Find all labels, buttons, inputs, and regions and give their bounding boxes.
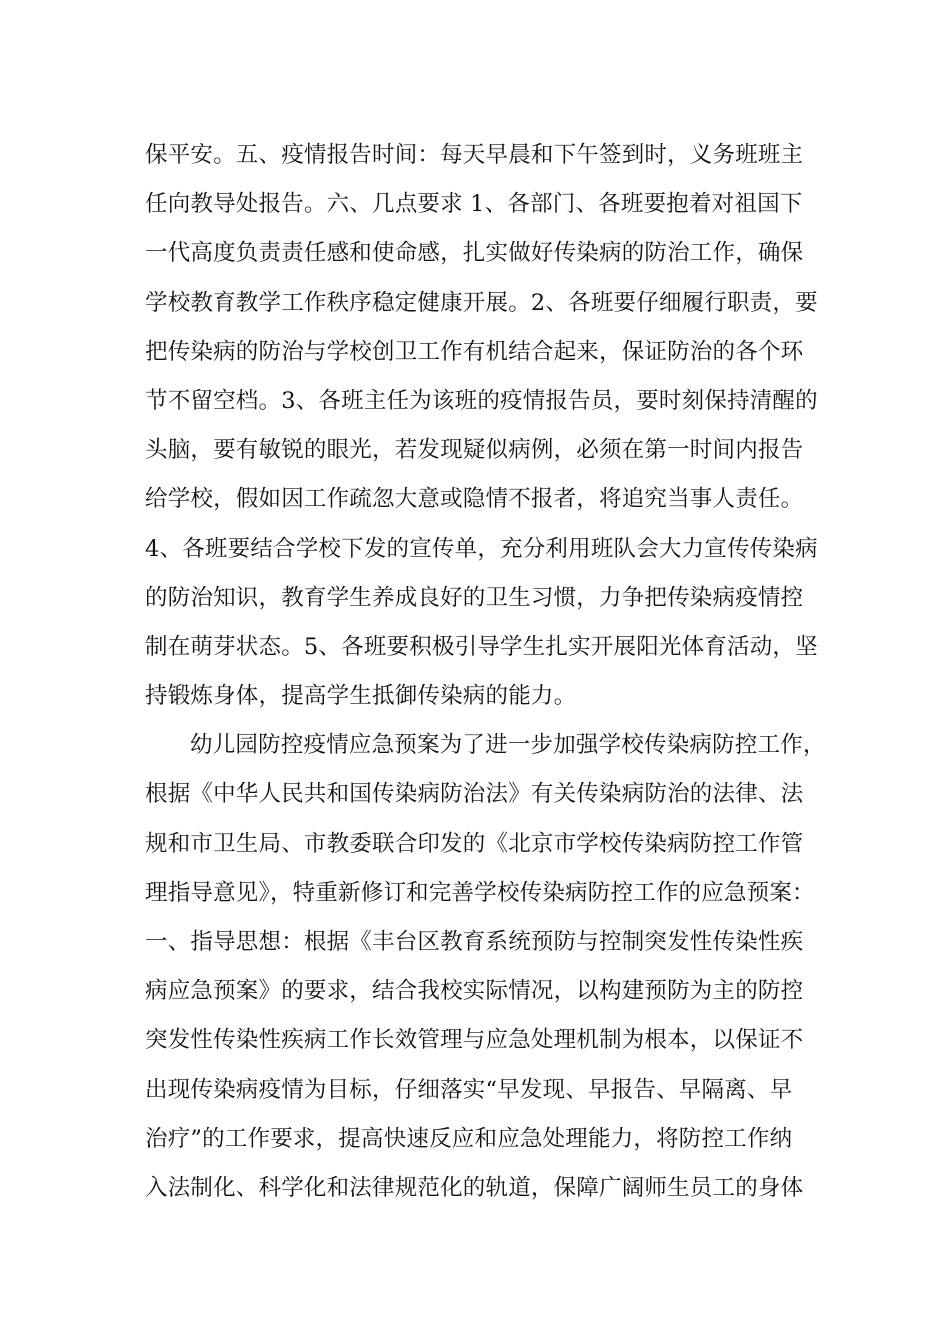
- text-line: 的防治知识，教育学生养成良好的卫生习惯，力争把传染病疫情控: [145, 584, 804, 611]
- text-line: 学校教育教学工作秩序稳定健康开展。2、各班要仔细履行职责，要: [145, 289, 818, 316]
- text-line: 治疗”的工作要求，提高快速反应和应急处理能力，将防控工作纳: [145, 1125, 793, 1152]
- text-line: 给学校，假如因工作疏忽大意或隐情不报者，将追究当事人责任。: [145, 486, 804, 513]
- text-line: 保平安。五、疫情报告时间：每天早晨和下午签到时，义务班班主: [145, 142, 804, 168]
- text-line: 突发性传染性疾病工作长效管理与应急处理机制为根本，以保证不: [145, 1027, 804, 1054]
- text-line: 一、指导思想：根据《丰台区教育系统预防与控制突发性传染性疾: [145, 929, 804, 955]
- text-line: 病应急预案》的要求，结合我校实际情况，以构建预防为主的防控: [145, 978, 804, 1005]
- text-line: 制在萌芽状态。5、各班要积极引导学生扎实开展阳光体育活动，坚: [145, 633, 818, 660]
- text-line: 节不留空档。3、各班主任为该班的疫情报告员，要时刻保持清醒的: [145, 387, 818, 414]
- text-line: 任向教导处报告。六、几点要求 1、各部门、各班要抱着对祖国下: [145, 191, 803, 218]
- text-line: 根据《中华人民共和国传染病防治法》有关传染病防治的法律、法: [145, 781, 804, 808]
- paragraph-first-line: 幼儿园防控疫情应急预案为了进一步加强学校传染病防控工作，: [190, 732, 826, 759]
- text-line: 规和市卫生局、市教委联合印发的《北京市学校传染病防控工作管: [145, 830, 804, 857]
- text-line: 出现传染病疫情为目标，仔细落实“早发现、早报告、早隔离、早: [145, 1076, 793, 1103]
- text-line: 一代高度负责责任感和使命感，扎实做好传染病的防治工作，确保: [145, 240, 804, 267]
- text-line: 理指导意见》，特重新修订和完善学校传染病防控工作的应急预案：: [145, 879, 815, 906]
- document-body: [145, 131, 845, 1213]
- text-line: 头脑，要有敏锐的眼光，若发现疑似病例，必须在第一时间内报告: [145, 437, 804, 464]
- text-line: 4、各班要结合学校下发的宣传单，充分利用班队会大力宣传传染病: [145, 535, 818, 562]
- text-line: 把传染病的防治与学校创卫工作有机结合起来，保证防治的各个环: [145, 338, 804, 365]
- text-line: 持锻炼身体，提高学生抵御传染病的能力。: [145, 683, 577, 710]
- text-line: 入法制化、科学化和法律规范化的轨道，保障广阔师生员工的身体: [145, 1174, 804, 1201]
